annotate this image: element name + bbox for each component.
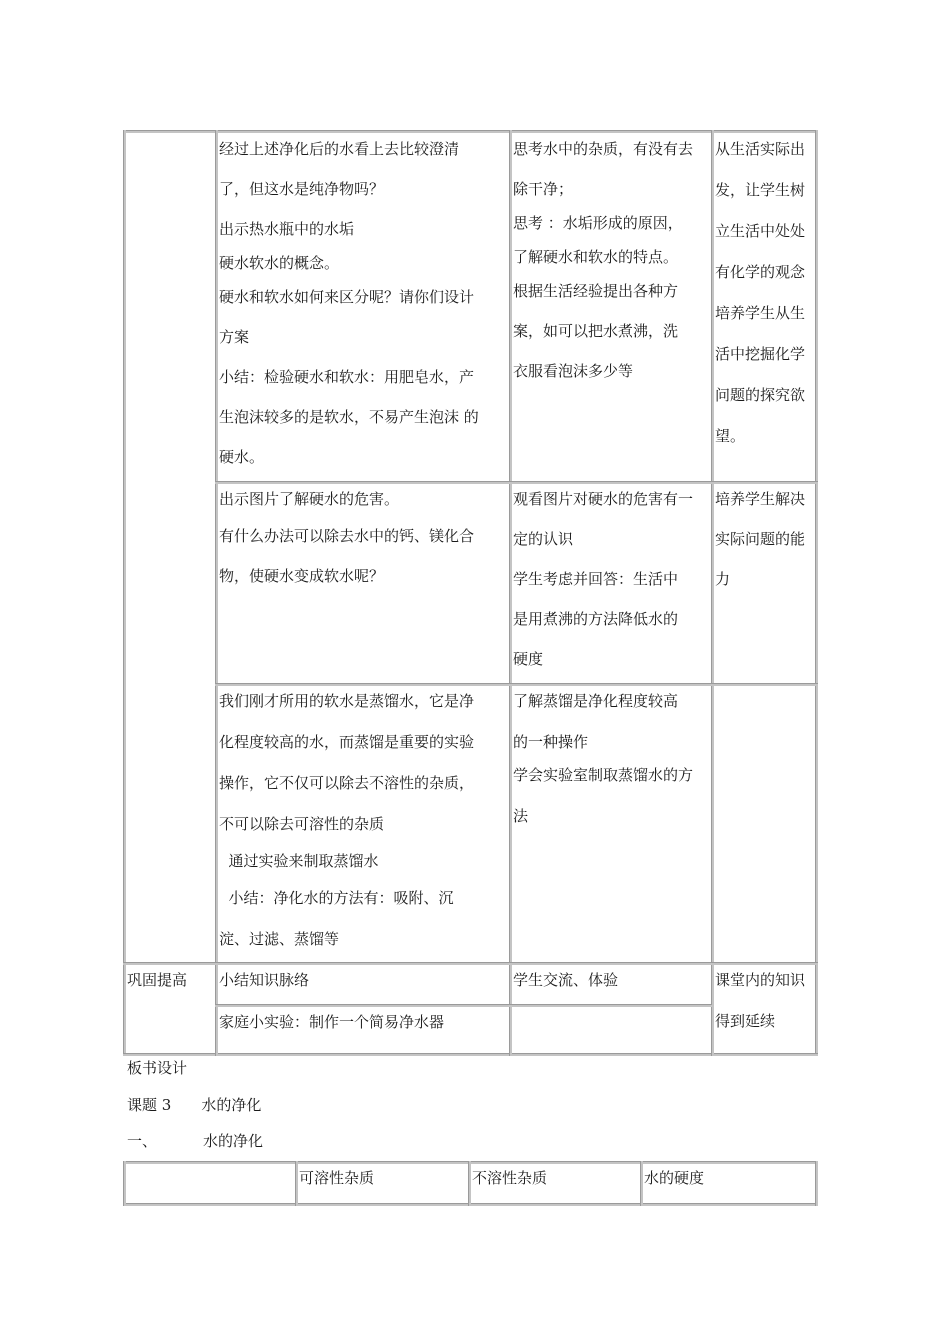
- text-line: 的一种操作: [513, 733, 589, 751]
- column-divider: [295, 1161, 298, 1206]
- text-line: 硬度: [513, 650, 544, 668]
- row4-stage-cell: [127, 967, 215, 993]
- text-line: 法: [513, 807, 529, 825]
- text-line: 硬水和软水如何来区分呢？请你们设计: [219, 288, 475, 306]
- row2-teacher-cell: [219, 486, 511, 603]
- column-divider: [468, 1161, 471, 1206]
- stage-label: 巩固提高: [127, 971, 188, 989]
- text-line: 了，但这水是纯净物吗？: [219, 180, 385, 198]
- text-line: 根据生活经验提出各种方: [513, 282, 679, 300]
- text-line: 了解硬水和软水的特点。: [513, 248, 679, 266]
- text-line: 小结知识脉络: [219, 971, 310, 989]
- text-line: 通过实验来制取蒸馏水: [219, 852, 379, 870]
- row-divider: [215, 1004, 712, 1007]
- row3-student-cell: [513, 688, 713, 837]
- text-line: 家庭小实验：制作一个简易净水器: [219, 1013, 445, 1031]
- text-line: 课堂内的知识: [715, 971, 806, 989]
- lesson-label: 课题 3: [127, 1096, 172, 1114]
- text-line: 力: [715, 570, 731, 588]
- text-line: 问题的探究欲: [715, 386, 806, 404]
- row3-teacher-cell: [219, 688, 511, 960]
- text-line: 硬水。: [219, 448, 265, 466]
- text-line: 思考水中的杂质，有没有去: [513, 140, 694, 158]
- column-divider: [215, 130, 218, 1056]
- row4-student-cell: [513, 967, 713, 993]
- text-line: 物，使硬水变成软水呢？: [219, 567, 385, 585]
- table-border-left: [123, 130, 126, 1056]
- text-line: 从生活实际出: [715, 140, 806, 158]
- lesson-title: 水的净化: [201, 1096, 262, 1114]
- row-divider: [123, 962, 818, 965]
- row1-teacher-cell: [219, 136, 511, 484]
- text-line: 学生考虑并回答：生活中: [513, 570, 679, 588]
- text-line: 生泡沫较多的是软水，不易产生泡沫 的: [219, 408, 479, 426]
- text-line: 出示图片了解硬水的危害。: [219, 490, 400, 508]
- text-line: 出示热水瓶中的水垢: [219, 220, 355, 238]
- text-line: 有什么办法可以除去水中的钙、镁化合: [219, 527, 475, 545]
- text-line: 培养学生从生: [715, 304, 806, 322]
- row4-teacher-cell: [219, 967, 511, 993]
- board-header-insoluble: 不溶性杂质: [472, 1169, 548, 1187]
- section-title: 水的净化: [203, 1132, 264, 1150]
- table-border-left: [123, 1161, 126, 1206]
- section-number: 一、: [127, 1132, 158, 1150]
- text-line: 是用煮沸的方法降低水的: [513, 610, 679, 628]
- row1-intent-cell: [715, 136, 818, 464]
- text-line: 除干净；: [513, 180, 574, 198]
- text-line: 活中挖掘化学: [715, 345, 806, 363]
- text-line: 衣服看泡沫多少等: [513, 362, 634, 380]
- row2-student-cell: [513, 486, 713, 686]
- board-header-hardness: 水的硬度: [644, 1169, 705, 1187]
- text-line: 有化学的观念: [715, 263, 806, 281]
- lesson-heading: [127, 1094, 261, 1115]
- text-line: 发，让学生树: [715, 181, 806, 199]
- table-border-right: [815, 1161, 818, 1206]
- text-line: 定的认识: [513, 530, 574, 548]
- text-line: 小结：检验硬水和软水：用肥皂水，产: [219, 368, 475, 386]
- text-line: 操作，它不仅可以除去不溶性的杂质，: [219, 774, 475, 792]
- text-line: 培养学生解决: [715, 490, 806, 508]
- text-line: 小结：净化水的方法有：吸附、沉: [219, 889, 454, 907]
- text-line: 经过上述净化后的水看上去比较澄清: [219, 140, 460, 158]
- text-line: 实际问题的能: [715, 530, 806, 548]
- text-line: 观看图片对硬水的危害有一: [513, 490, 694, 508]
- section-heading: [127, 1130, 263, 1151]
- row4-intent-cell: [715, 967, 818, 1038]
- text-line: 学会实验室制取蒸馏水的方: [513, 766, 694, 784]
- text-line: 硬水软水的概念。: [219, 254, 340, 272]
- text-line: 方案: [219, 328, 250, 346]
- row5-teacher-cell: [219, 1009, 511, 1035]
- text-line: 学生交流、体验: [513, 971, 619, 989]
- text-line: 望。: [715, 427, 746, 445]
- text-line: 了解蒸馏是净化程度较高: [513, 692, 679, 710]
- row2-intent-cell: [715, 486, 818, 606]
- text-line: 得到延续: [715, 1012, 776, 1030]
- column-divider: [640, 1161, 643, 1206]
- board-design-heading: 板书设计: [127, 1059, 188, 1077]
- text-line: 化程度较高的水，而蒸馏是重要的实验: [219, 733, 475, 751]
- row1-student-cell: [513, 136, 713, 398]
- text-line: 案，如可以把水煮沸，洗: [513, 322, 679, 340]
- text-line: 不可以除去可溶性的杂质: [219, 815, 385, 833]
- board-header-soluble: 可溶性杂质: [299, 1169, 375, 1187]
- text-line: 思考 ：水垢形成的原因，: [513, 214, 683, 232]
- text-line: 我们刚才所用的软水是蒸馏水，它是净: [219, 692, 475, 710]
- text-line: 立生活中处处: [715, 222, 806, 240]
- text-line: 淀、过滤、蒸馏等: [219, 930, 340, 948]
